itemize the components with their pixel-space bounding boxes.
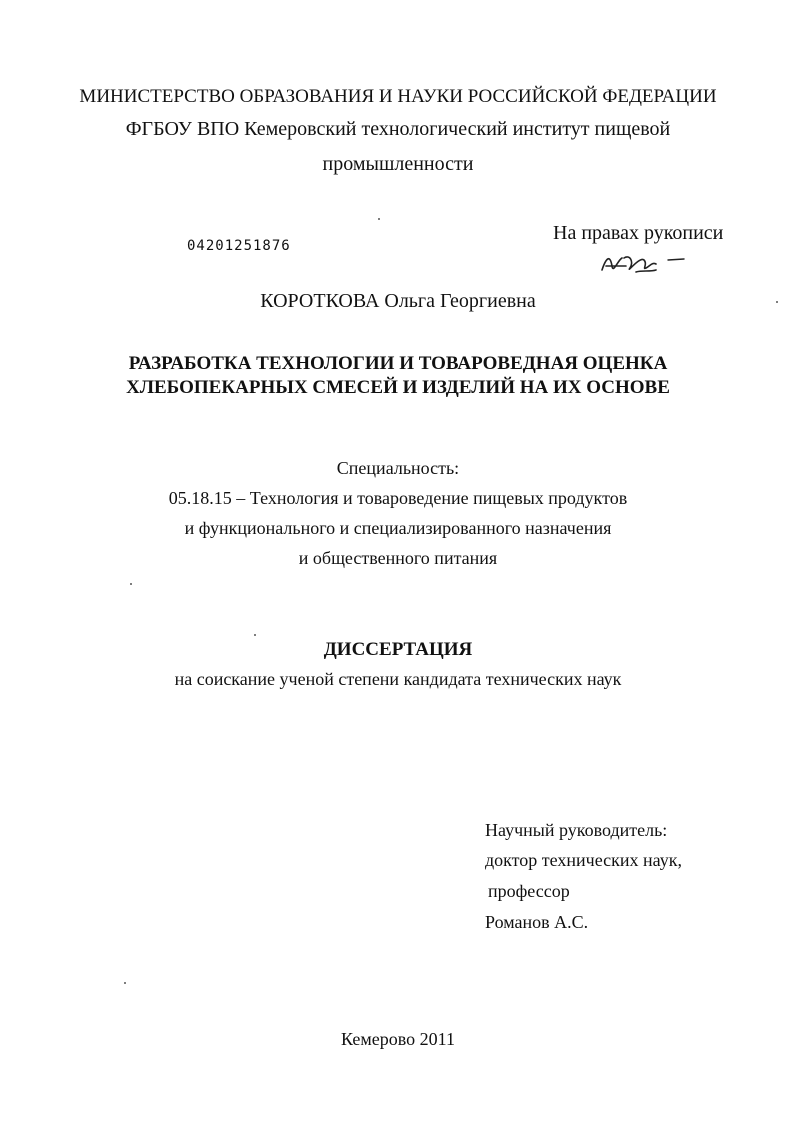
specialty-line-1: 05.18.15 – Технология и товароведение пищевых продуктов: [168, 488, 628, 508]
specialty-line-2: и функционального и специализированного назначения: [184, 518, 612, 538]
supervisor-degree: доктор технических наук,: [485, 850, 682, 870]
scan-speck: [130, 583, 132, 585]
document-number: 04201251876: [187, 238, 291, 254]
title-line-1: РАЗРАБОТКА ТЕХНОЛОГИИ И ТОВАРОВЕДНАЯ ОЦЕНКА: [128, 353, 668, 374]
specialty-label: Специальность:: [336, 458, 460, 478]
signature-image: [596, 246, 688, 286]
supervisor-name: Романов А.С.: [485, 912, 589, 932]
rights-note: На правах рукописи: [553, 222, 724, 244]
scan-speck: [254, 634, 256, 636]
institute-line-2: промышленности: [322, 153, 474, 175]
ministry-line: МИНИСТЕРСТВО ОБРАЗОВАНИЯ И НАУКИ РОССИЙСКОЙ ФЕДЕРАЦИИ: [79, 86, 717, 107]
supervisor-rank: профессор: [488, 881, 570, 901]
scan-speck: [776, 301, 778, 303]
supervisor-label: Научный руководитель:: [485, 820, 668, 840]
scan-speck: [124, 982, 126, 984]
title-line-2: ХЛЕБОПЕКАРНЫХ СМЕСЕЙ И ИЗДЕЛИЙ НА ИХ ОСНОВЕ: [126, 377, 670, 398]
author-name: КОРОТКОВА Ольга Георгиевна: [260, 290, 536, 312]
scan-speck: [378, 218, 380, 220]
dissertation-subtitle: на соискание ученой степени кандидата технических наук: [174, 669, 622, 689]
city-year: Кемерово 2011: [341, 1029, 455, 1049]
institute-line-1: ФГБОУ ВПО Кемеровский технологический институт пищевой: [125, 118, 671, 140]
dissertation-heading: ДИССЕРТАЦИЯ: [323, 639, 473, 660]
specialty-line-3: и общественного питания: [298, 548, 498, 568]
